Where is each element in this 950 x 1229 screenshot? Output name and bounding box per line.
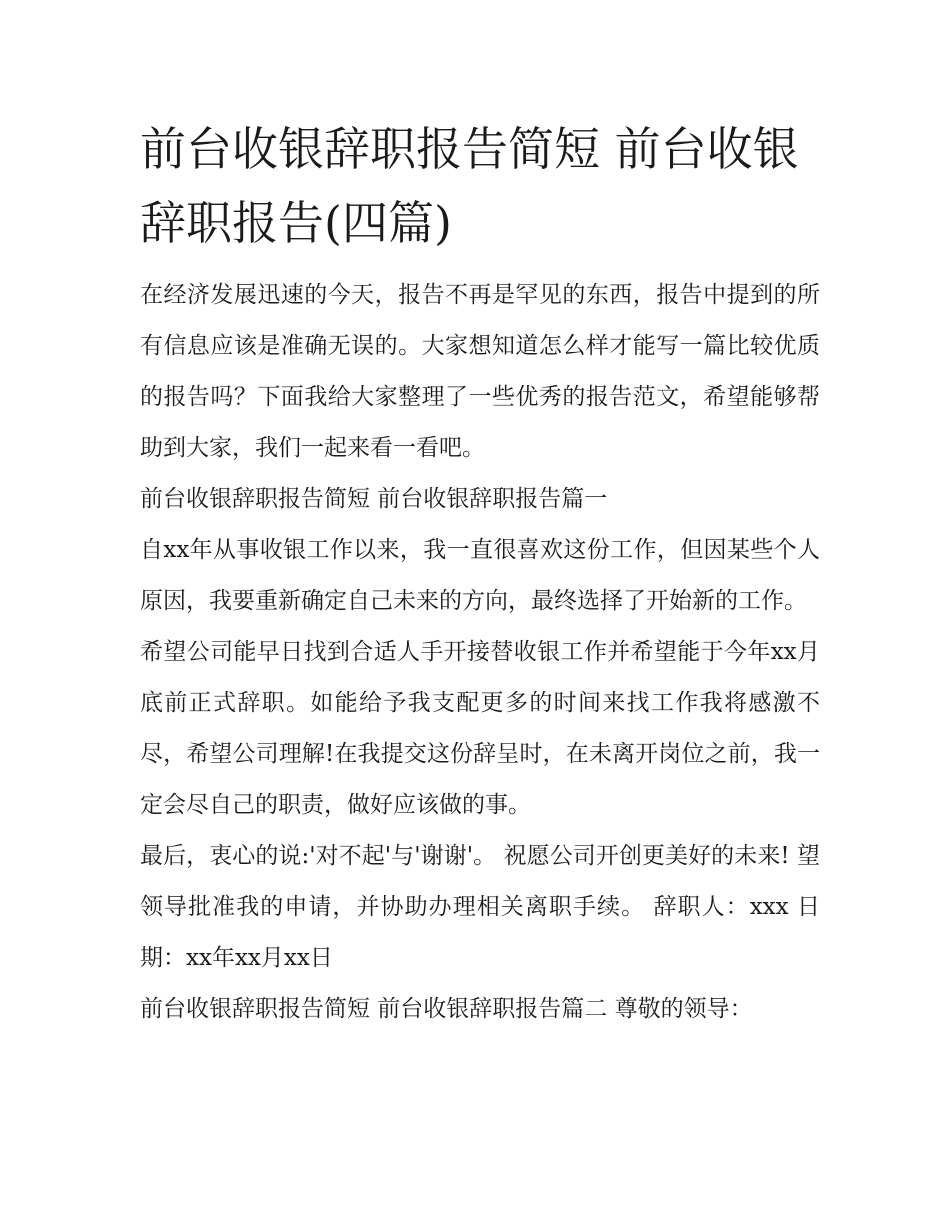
body-paragraph: 希望公司能早日找到合适人手开接替收银工作并希望能于今年xx月底前正式辞职。如能给予我支配更多的时间来找工作我将感激不尽，希望公司理解!在我提交这份辞呈时，在未离开岗位之前，我一定会尽自己的职责，做好应该做的事。 — [140, 639, 820, 818]
body-paragraph: 自xx年从事收银工作以来，我一直很喜欢这份工作，但因某些个人原因，我要重新确定自己未来的方向，最终选择了开始新的工作。 — [140, 537, 820, 614]
document-page — [140, 112, 820, 1035]
document-title: 前台收银辞职报告简短 前台收银辞职报告(四篇) — [140, 122, 799, 250]
section-heading-1: 前台收银辞职报告简短 前台收银辞职报告篇一 — [140, 486, 608, 512]
section-heading-2: 前台收银辞职报告简短 前台收银辞职报告篇二 尊敬的领导： — [140, 996, 753, 1022]
document-body — [140, 270, 820, 1035]
closing-paragraph: 最后，衷心的说:'对不起'与'谢谢'。 祝愿公司开创更美好的未来! 望领导批准我的申请，并协助办理相关离职手续。 辞职人：xxx 日期：xx年xx月xx日 — [140, 843, 820, 971]
intro-paragraph: 在经济发展迅速的今天，报告不再是罕见的东西，报告中提到的所有信息应该是准确无误的。大家想知道怎么样才能写一篇比较优质的报告吗？下面我给大家整理了一些优秀的报告范文，希望能够帮助到大家，我们一起来看一看吧。 — [140, 282, 820, 461]
